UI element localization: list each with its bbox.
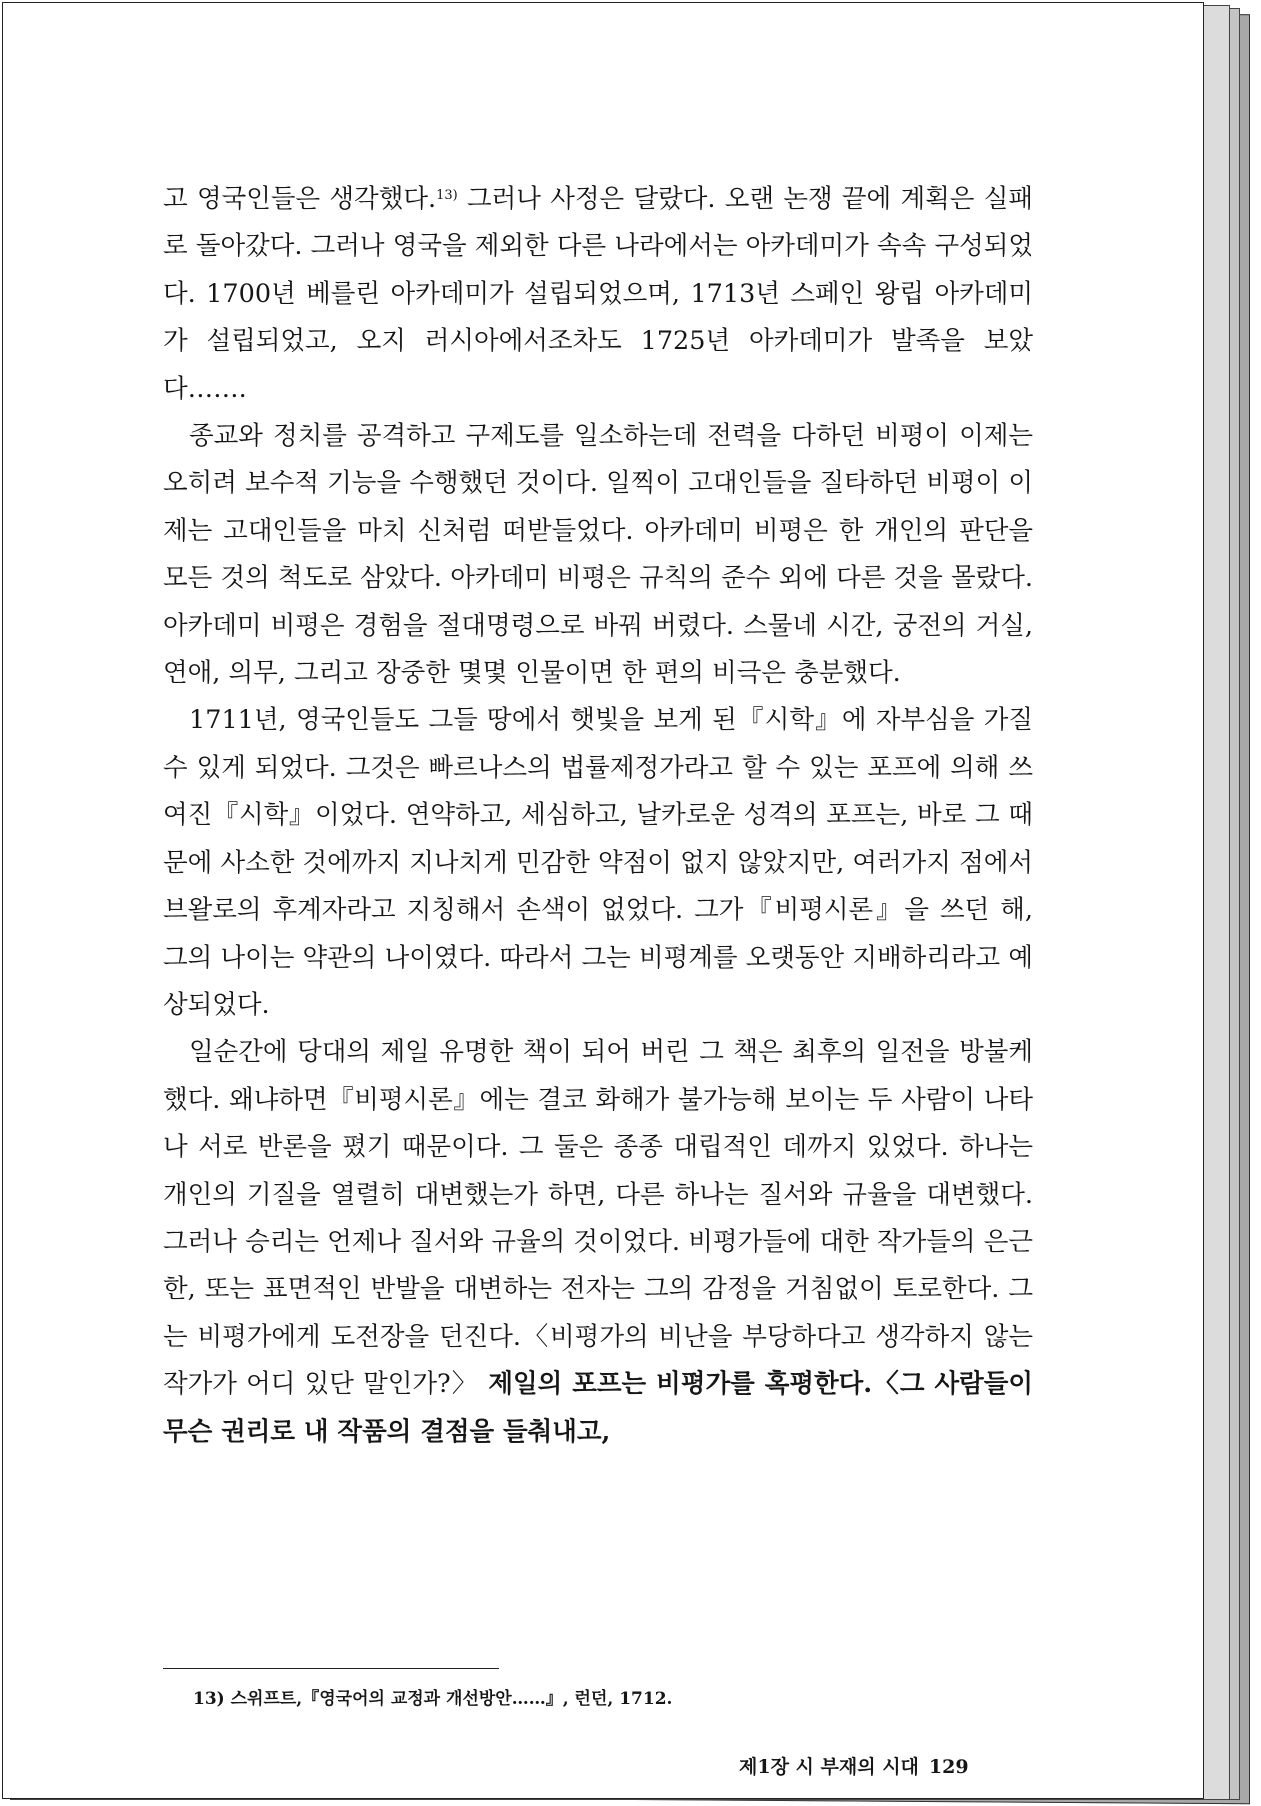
- paragraph-4-text: 일순간에 당대의 제일 유명한 책이 되어 버린 그 책은 최후의 일전을 방불케 했다. 왜냐하면『비평시론』에는 결코 화해가 불가능해 보이는 두 사람이 나타나 서로 반론을 폈기 때문이다. 그 둘은 종종 대립적인 데까지 있었다. 하나는 개인의 기질을 열렬히 대변했는가 하면, 다른 하나는 질서와 규율을 대변했다. 그러나 승리는 언제나 질서와 규율의 것이었다. 비평가들에 대한 작가들의 은근한, 또는 표면적인 반발을 대변하는 전자는 그의 감정을 거침없이 토로한다. 그는 비평가에게 도전장을 던진다.〈비평가의 비난을 부당하다고 생각하지 않는 작가가 어디 있단 말인가?〉: [163, 1037, 1033, 1400]
- chapter-title: 제1장 시 부재의 시대: [739, 1756, 919, 1778]
- paragraph-3: 1711년, 영국인들도 그들 땅에서 햇빛을 보게 된『시학』에 자부심을 가질 수 있게 되었다. 그것은 빠르나스의 법률제정가라고 할 수 있는 포프에 의해 쓰여진『시학』이었다. 연약하고, 세심하고, 날카로운 성격의 포프는, 바로 그 때문에 사소한 것에까지 지나치게 민감한 약점이 없지 않았지만, 여러가지 점에서 브왈로의 후계자라고 지칭해서 손색이 없었다. 그가『비평시론』을 쓰던 해, 그의 나이는 약관의 나이였다. 따라서 그는 비평계를 오랫동안 지배하리라고 예상되었다.: [163, 705, 1033, 1020]
- running-footer: [739, 1752, 1007, 1779]
- page-number: 129: [928, 1756, 969, 1778]
- paragraph-1-text: 고 영국인들은 생각했다.: [163, 184, 437, 214]
- book-page: [2, 2, 1204, 1799]
- paragraph-1: [163, 176, 1033, 413]
- body-text: [163, 176, 1033, 1456]
- paragraph-2: 종교와 정치를 공격하고 구제도를 일소하는데 전력을 다하던 비평이 이제는 오히려 보수적 기능을 수행했던 것이다. 일찍이 고대인들을 질타하던 비평이 이제는 고대인들을 마치 신처럼 떠받들었다. 아카데미 비평은 한 개인의 판단을 모든 것의 척도로 삼았다. 아카데미 비평은 규칙의 준수 외에 다른 것을 몰랐다. 아카데미 비평은 경험을 절대명령으로 바꿔 버렸다. 스물네 시간, 궁전의 거실, 연애, 의무, 그리고 장중한 몇몇 인물이면 한 편의 비극은 충분했다.: [163, 421, 1033, 689]
- paragraph-4-bold-tail: 제일의 포프는 비평가를 혹평한다.〈그 사람들이 무슨 권리로 내 작품의 결점을 들춰내고,: [163, 1369, 1034, 1447]
- paragraph-1-continuation: 그러나 사정은 달랐다. 오랜 논쟁 끝에 계획은 실패로 돌아갔다. 그러나 영국을 제외한 다른 나라에서는 아카데미가 속속 구성되었다. 1700년 베를린 아카데미가 설립되었으며, 1713년 스페인 왕립 아카데미가 설립되었고, 오지 러시아에서조차도 1725년 아카데미가 발족을 보았다…….: [163, 184, 1033, 404]
- footnote: 13) 스위프트,『영국어의 교정과 개선방안……』, 런던, 1712.: [193, 1689, 673, 1709]
- footnote-divider: [163, 1668, 499, 1669]
- paragraph-4: [163, 1029, 1033, 1456]
- footnote-reference: 13): [436, 188, 458, 203]
